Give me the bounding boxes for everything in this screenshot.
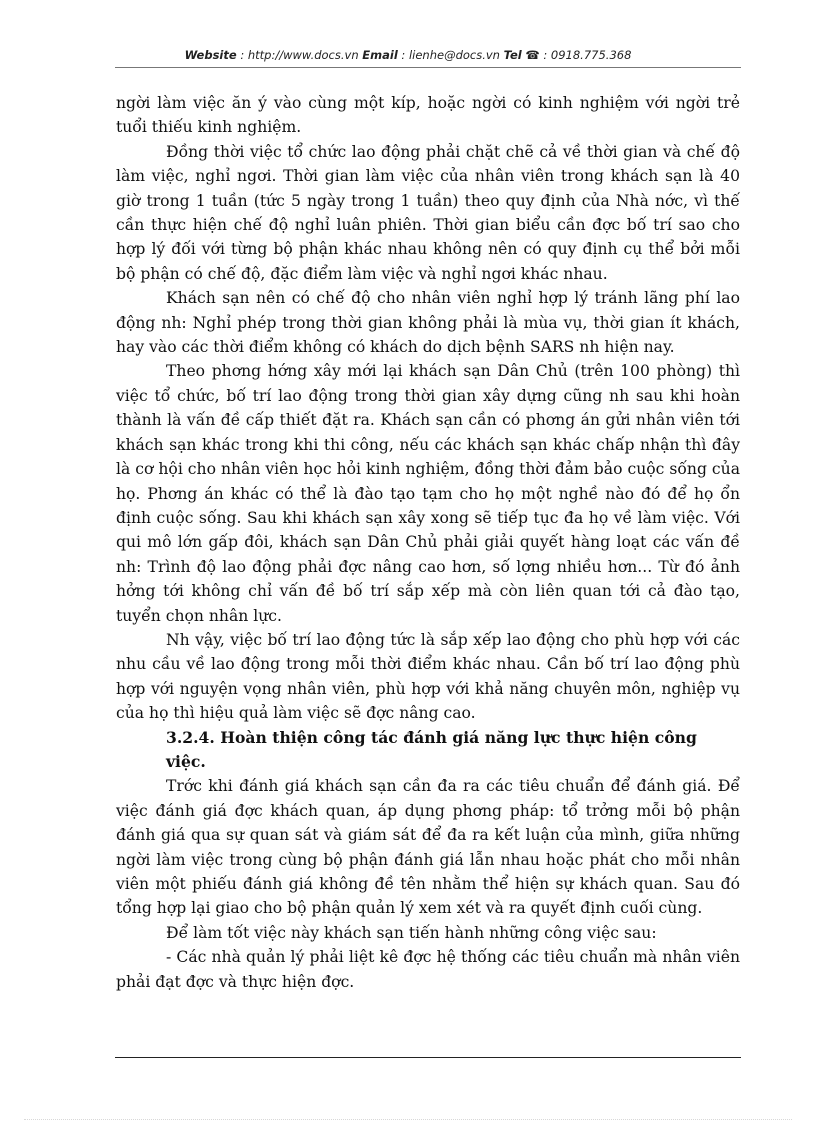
list-item: - Các nhà quản lý phải liệt kê đợc hệ thống các tiêu chuẩn mà nhân viên phải đạt đợc và thực hiện đợc. [116,948,740,991]
website-label: Website [184,48,237,62]
paragraph: Nh vậy, việc bố trí lao động tức là sắp xếp lao động cho phù hợp với các nhu cầu về lao động trong mỗi thời điểm khác nhau. Cần bố trí lao động phù hợp với nguyện vọng nhân viên, phù hợp với khả năng chuyên môn, nghiệp vụ của họ thì hiệu quả làm việc sẽ đợc nâng cao. [116,630,740,723]
paragraph: Trớc khi đánh giá khách sạn cần đa ra các tiêu chuẩn để đánh giá. Để việc đánh giá đợc khách quan, áp dụng phơng pháp: tổ trởng mỗi bộ phận đánh giá qua sự quan sát và giám sát để đa ra kết luận của mình, giữa những ngời làm việc trong cùng bộ phận đánh giá lẫn nhau hoặc phát cho mỗi nhân viên một phiếu đánh giá không đề tên nhằm thể hiện sự khách quan. Sau đó tổng hợp lại giao cho bộ phận quản lý xem xét và ra quyết định cuối cùng. [116,777,740,918]
paragraph: Theo phơng hớng xây mới lại khách sạn Dân Chủ (trên 100 phòng) thì việc tổ chức, bố trí lao động trong thời gian xây dựng cũng nh sau khi hoàn thành là vấn đề cấp thiết đặt ra. Khách sạn cần có phơng án gửi nhân viên tới khách sạn khác trong khi thi công, nếu các khách sạn khác chấp nhận thì đây là cơ hội cho nhân viên học hỏi kinh nghiệm, đồng thời đảm bảo cuộc sống của họ. Phơng án khác có thể là đào tạo tạm cho họ một nghề nào đó để họ ổn định cuộc sống. Sau khi khách sạn xây xong sẽ tiếp tục đa họ về làm việc. Với qui mô lớn gấp đôi, khách sạn Dân Chủ phải giải quyết hàng loạt các vấn đề nh: Trình độ lao động phải đợc nâng cao hơn, số lợng nhiều hơn... Từ đó ảnh hởng tới không chỉ vấn đề bố trí sắp xếp mà còn liên quan tới cả đào tạo, tuyển chọn nhân lực. [116,362,740,625]
document-body [116,91,740,994]
section-heading: 3.2.4. Hoàn thiện công tác đánh giá năng lực thực hiện công việc. [166,727,697,771]
email-label: Email [362,48,398,62]
paragraph: Đồng thời việc tổ chức lao động phải chặt chẽ cả về thời gian và chế độ làm việc, nghỉ ngơi. Thời gian làm việc của nhân viên trong khách sạn là 40 giờ trong 1 tuần (tức 5 ngày trong 1 tuần) theo quy định của Nhà nớc, vì thế cần thực hiện chế độ nghỉ luân phiên. Thời gian biểu cần đợc bố trí sao cho hợp lý đối với từng bộ phận khác nhau không nên có quy định cụ thể bởi mỗi bộ phận có chế độ, đặc điểm làm việc và nghỉ ngơi khác nhau. [116,142,740,283]
header-divider [115,67,741,68]
paragraph: ngời làm việc ăn ý vào cùng một kíp, hoặc ngời có kinh nghiệm với ngời trẻ tuổi thiếu kinh nghiệm. [116,94,740,137]
paragraph: Khách sạn nên có chế độ cho nhân viên nghỉ hợp lý tránh lãng phí lao động nh: Nghỉ phép trong thời gian không phải là mùa vụ, thời gian ít khách, hay vào các thời điểm không có khách do dịch bệnh SARS nh hiện nay. [116,289,740,357]
tel-value: : 0918.775.368 [543,48,632,62]
website-value: : http://www.docs.vn [240,48,359,62]
page-header [0,48,816,62]
paragraph: Để làm tốt việc này khách sạn tiến hành những công việc sau: [166,923,657,942]
tel-label: Tel [503,48,522,62]
phone-icon: ☎ [525,48,540,62]
page-edge-divider [24,1119,792,1120]
email-value: : lienhe@docs.vn [401,48,500,62]
footer-divider [115,1057,741,1058]
